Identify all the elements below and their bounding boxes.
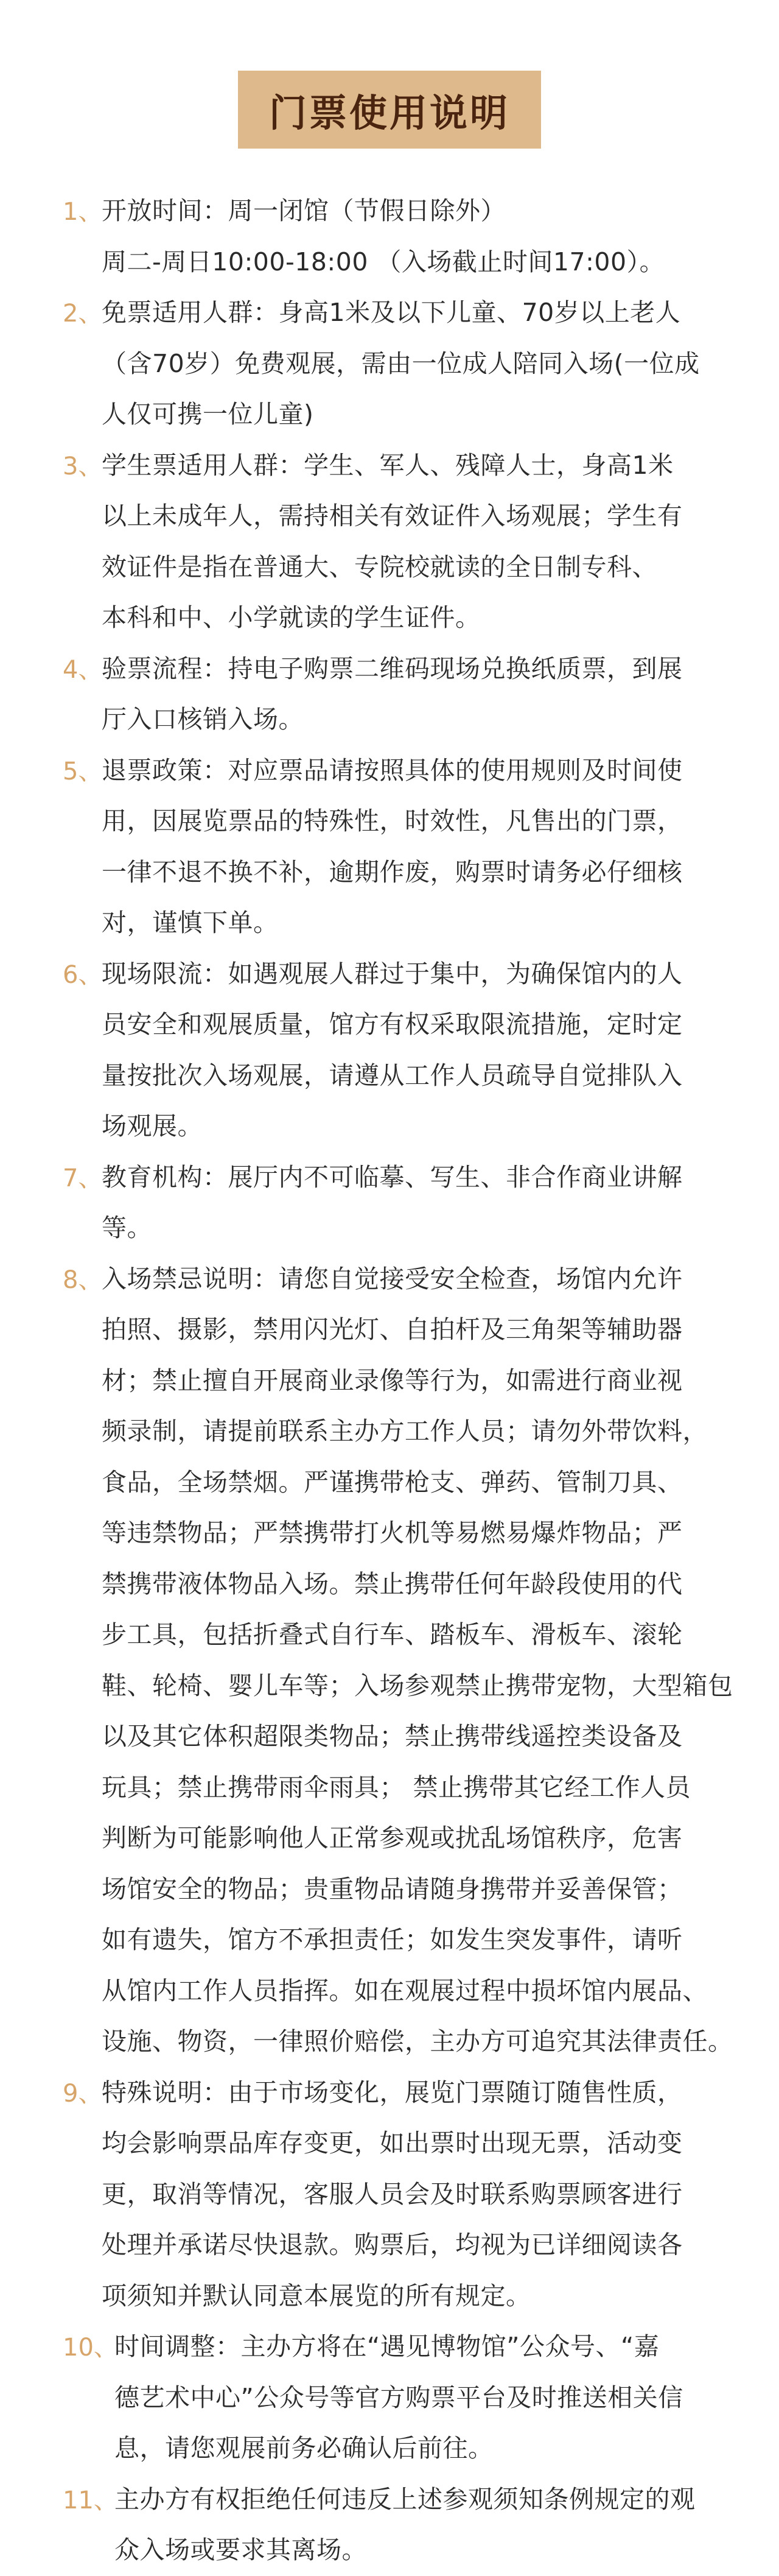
rule-line: 开放时间：周一闭馆（节假日除外） (102, 196, 506, 225)
rules-list (63, 186, 732, 2576)
rule-line: 教育机构：展厅内不可临摹、写生、非合作商业讲解 (102, 1162, 683, 1192)
rule-line: 德艺术中心”公众号等官方购票平台及时推送相关信 (114, 2382, 683, 2412)
rule-number: 3、 (63, 452, 103, 480)
rule-text (102, 1254, 733, 2067)
rule-text (102, 949, 732, 1152)
rule-text (102, 1152, 732, 1254)
rule-line: 免票适用人群：身高1米及以下儿童、70岁以上老人 (102, 298, 681, 327)
rule-line: 拍照、摄影，禁用闪光灯、自拍杆及三角架等辅助器 (102, 1315, 683, 1344)
rule-text (102, 186, 732, 287)
rule-line: 设施、物资，一律照价赔偿，主办方可追究其法律责任。 (102, 2027, 733, 2056)
rule-line: 场馆安全的物品；贵重物品请随身携带并妥善保管； (102, 1874, 683, 1904)
rule-item (63, 2321, 732, 2474)
rule-item (63, 2474, 732, 2576)
rule-text (114, 2474, 732, 2576)
rule-line: 现场限流：如遇观展人群过于集中，为确保馆内的人 (102, 959, 683, 988)
rule-line: 步工具，包括折叠式自行车、踏板车、滑板车、滚轮 (102, 1620, 683, 1649)
rule-line: 厅入口核销入场。 (102, 705, 304, 734)
rule-line: 食品，全场禁烟。严谨携带枪支、弹药、管制刀具、 (102, 1467, 683, 1497)
rule-item (63, 2067, 732, 2322)
rule-line: 量按批次入场观展，请遵从工作人员疏导自觉排队入 (102, 1060, 683, 1090)
rule-line: 等。 (102, 1213, 152, 1242)
rule-item (63, 644, 732, 745)
rule-item (63, 1152, 732, 1254)
rule-line: 材；禁止擅自开展商业录像等行为，如需进行商业视 (102, 1365, 683, 1395)
rule-line: 禁携带液体物品入场。禁止携带任何年龄段使用的代 (102, 1569, 683, 1599)
rule-line: 周二-周日10:00-18:00 （入场截止时间17:00）。 (102, 247, 665, 276)
rule-line: 更，取消等情况，客服人员会及时联系购票顾客进行 (102, 2179, 683, 2209)
rule-line: 用，因展览票品的特殊性，时效性，凡售出的门票， (102, 806, 683, 836)
rule-item (63, 287, 732, 440)
rule-line: 验票流程：持电子购票二维码现场兑换纸质票，到展 (102, 653, 683, 683)
rule-item (63, 949, 732, 1152)
rule-line: 人仅可携一位儿童) (102, 399, 314, 429)
rule-text (102, 644, 732, 745)
rule-item (63, 186, 732, 287)
rule-line: 从馆内工作人员指挥。如在观展过程中损坏馆内展品、 (102, 1976, 708, 2005)
rule-number: 11、 (63, 2486, 118, 2514)
rule-line: 如有遗失，馆方不承担责任；如发生突发事件，请听 (102, 1925, 683, 1954)
rule-number: 9、 (63, 2079, 103, 2108)
rule-line: 频录制，请提前联系主办方工作人员；请勿外带饮料， (102, 1416, 708, 1446)
rule-line: 项须知并默认同意本展览的所有规定。 (102, 2281, 531, 2310)
rule-number: 1、 (63, 198, 103, 226)
rule-number: 8、 (63, 1265, 103, 1294)
rule-number: 7、 (63, 1164, 103, 1192)
rule-line: 场观展。 (102, 1111, 203, 1141)
rule-line: 入场禁忌说明：请您自觉接受安全检查，场馆内允许 (102, 1264, 683, 1293)
rule-line: 玩具；禁止携带雨伞雨具； 禁止携带其它经工作人员 (102, 1772, 691, 1802)
rule-line: 时间调整：主办方将在“遇见博物馆”公众号、“嘉 (114, 2332, 660, 2361)
rule-line: 均会影响票品库存变更，如出票时出现无票，活动变 (102, 2128, 683, 2158)
rule-line: 一律不退不换不补，逾期作废，购票时请务必仔细核 (102, 857, 683, 887)
rule-line: 以及其它体积超限类物品；禁止携带线遥控类设备及 (102, 1722, 683, 1751)
title-banner (0, 71, 779, 149)
rule-line: 效证件是指在普通大、专院校就读的全日制专科、 (102, 552, 657, 582)
rule-number: 4、 (63, 655, 103, 684)
rule-text (102, 745, 732, 949)
rule-line: 众入场或要求其离场。 (114, 2535, 367, 2564)
rule-line: 处理并承诺尽快退款。购票后，均视为已详细阅读各 (102, 2230, 683, 2259)
rule-line: 等违禁物品；严禁携带打火机等易燃易爆炸物品；严 (102, 1518, 683, 1547)
rule-number: 2、 (63, 300, 103, 328)
rule-text (114, 2321, 732, 2474)
rule-line: 鞋、轮椅、婴儿车等；入场参观禁止携带宠物，大型箱包 (102, 1670, 733, 1700)
rule-line: 退票政策：对应票品请按照具体的使用规则及时间使 (102, 755, 683, 785)
rule-line: 本科和中、小学就读的学生证件。 (102, 603, 481, 632)
rule-number: 6、 (63, 960, 103, 989)
rule-line: 特殊说明：由于市场变化，展览门票随订随售性质， (102, 2077, 683, 2107)
rule-line: 判断为可能影响他人正常参观或扰乱场馆秩序，危害 (102, 1823, 683, 1853)
rule-line: 主办方有权拒绝任何违反上述参观须知条例规定的观 (114, 2484, 696, 2514)
rule-item (63, 440, 732, 644)
rule-number: 5、 (63, 757, 103, 786)
rule-text (102, 287, 732, 440)
rule-text (102, 2067, 732, 2322)
rule-line: 以上未成年人，需持相关有效证件入场观展；学生有 (102, 501, 683, 530)
rule-text (102, 440, 732, 644)
rule-line: 学生票适用人群：学生、军人、残障人士，身高1米 (102, 450, 674, 480)
rule-line: 对，谨慎下单。 (102, 908, 279, 937)
rule-number: 10、 (63, 2334, 118, 2362)
rule-line: 员安全和观展质量，馆方有权采取限流措施，定时定 (102, 1010, 683, 1039)
rule-line: （含70岁）免费观展，需由一位成人陪同入场(一位成 (102, 348, 700, 378)
rule-item (63, 745, 732, 949)
rule-line: 息，请您观展前务必确认后前往。 (114, 2433, 494, 2463)
page-title: 门票使用说明 (238, 71, 541, 149)
rule-item (63, 1254, 732, 2067)
